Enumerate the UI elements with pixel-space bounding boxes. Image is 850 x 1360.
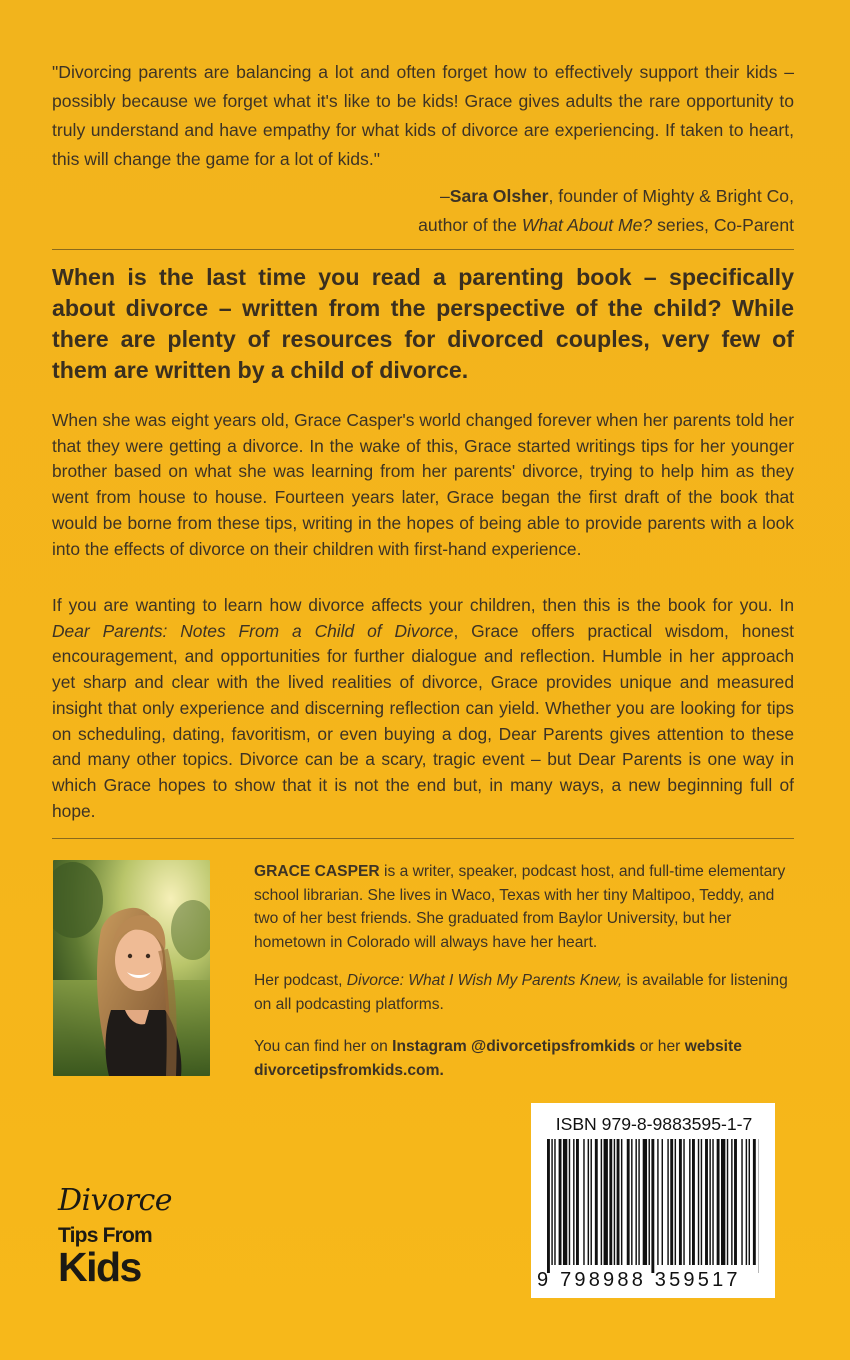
barcode-bar (617, 1139, 620, 1265)
endorsement-quote: "Divorcing parents are balancing a lot and often forget how to effectively support their kids – possibly because we forget what it's like to be kids! Grace gives adults the rare opportunity to truly understand and have empathy for what kids of divorce are experiencing. If taken to heart, this will change the game for a lot of kids." (52, 62, 794, 169)
barcode-bar (563, 1139, 567, 1265)
barcode-bar (689, 1139, 690, 1265)
barcode-bar (683, 1139, 684, 1265)
author-bio: GRACE CASPER is a writer, speaker, podcast host, and full-time elementary school librarian. She lives in Waco, Texas with her tiny Maltipoo, Teddy, and two of her best friends. She graduated from Baylor University, but her hometown in Colorado will always have her heart. (254, 863, 786, 951)
barcode-bar (705, 1139, 708, 1265)
barcode-bar (749, 1139, 750, 1265)
barcode-bar (670, 1139, 673, 1265)
barcode-bar (698, 1139, 699, 1265)
endorsement-attribution (94, 182, 794, 240)
barcode-bar (692, 1139, 695, 1265)
barcode-bar (649, 1139, 650, 1265)
barcode-bar (712, 1139, 713, 1265)
barcode-bar (734, 1139, 737, 1265)
attribution-line-2: author of the What About Me? series, Co-Parent (418, 215, 794, 235)
logo-line-divorce: Divorce (58, 1183, 173, 1218)
book-title: Dear Parents: Notes From a Child of Divorce (52, 620, 454, 641)
barcode-bar (717, 1139, 720, 1265)
barcode-bar (679, 1139, 682, 1265)
barcode-bar (551, 1139, 552, 1265)
barcode-bar (753, 1139, 756, 1265)
barcode-bar (709, 1139, 710, 1265)
barcode-bar (657, 1139, 658, 1265)
website-label: website (684, 1038, 742, 1055)
barcode-bar (583, 1139, 584, 1265)
instagram-handle[interactable]: Instagram @divorcetipsfromkids (392, 1038, 636, 1055)
author-portrait-image (53, 860, 210, 1076)
barcode-bar (643, 1139, 647, 1265)
isbn-barcode-panel (531, 1103, 775, 1298)
author-contact: You can find her on Instagram @divorcetipsfromkids or her website divorcetipsfromkids.com. (254, 1038, 742, 1079)
barcode-bar (721, 1139, 725, 1265)
lead-paragraph: When is the last time you read a parenting book – specifically about divorce – written from the perspective of the child? While there are plenty of resources for divorced couples, very few of them are written by a child of divorce. (52, 264, 794, 383)
barcode-bar (547, 1139, 550, 1273)
barcode-bar (675, 1139, 676, 1265)
endorser-name: Sara Olsher (449, 186, 549, 206)
logo-line-kids: Kids (58, 1244, 141, 1290)
barcode-bar (731, 1139, 732, 1265)
barcode-bar (638, 1139, 639, 1265)
divider-top (52, 249, 794, 250)
barcode-bar (601, 1139, 602, 1265)
barcode-bar (627, 1139, 630, 1265)
barcode-bar (662, 1139, 663, 1265)
barcode-graphic (547, 1139, 759, 1273)
barcode-bar (621, 1139, 622, 1265)
endorser-series-title: What About Me? (521, 215, 653, 235)
author-podcast: Her podcast, Divorce: What I Wish My Parents Knew, is available for listening on all podcasting platforms. (254, 972, 788, 1013)
barcode-digits: 9 798988 359517 (537, 1269, 741, 1291)
barcode-bar (554, 1139, 555, 1265)
description-paragraph-2: If you are wanting to learn how divorce affects your children, then this is the book for you. In Dear Parents: Notes From a Child of Divorce, Grace offers practical wisdom, honest encouragement, and opportunities for further dialogue and reflection. Humble in her approach yet sharp and clear with the lived realities of divorce, Grace provides unique and measured insight that only experience and discerning reflection can yield. Whether you are looking for tips on scheduling, dating, favoritism, or even buying a dog, Dear Parents gives attention to these and many other topics. Divorce can be a scary, tragic event – but Dear Parents is one way in which Grace hopes to show that it is not the end but, in many ways, a new beginning full of hope. (52, 595, 794, 821)
website-link[interactable]: divorcetipsfromkids.com. (254, 1061, 444, 1079)
description-paragraph-1: When she was eight years old, Grace Casper's world changed forever when her parents told her that they were getting a divorce. In the wake of this, Grace started writings tips for her younger brother based on what she was learning from her parents' divorce, trying to help him as they went from house to house. Fourteen years later, Grace began the first draft of the book that would be borne from these tips, writing in the hopes of being able to provide parents with a look into the effects of divorce on their children with first-hand experience. (52, 410, 794, 559)
barcode-bar (569, 1139, 570, 1265)
barcode-bar (631, 1139, 632, 1265)
barcode-bar (651, 1139, 654, 1273)
isbn-number: ISBN 979-8-9883595-1-7 (555, 1114, 753, 1134)
barcode-bar (614, 1139, 615, 1265)
barcode-bar (604, 1139, 608, 1265)
author-photo (53, 860, 210, 1076)
publisher-logo (58, 1184, 188, 1296)
attribution-line-1: –Sara Olsher, founder of Mighty & Bright Co, (439, 186, 794, 206)
author-name: GRACE CASPER (254, 863, 380, 880)
barcode-bar (667, 1139, 668, 1265)
endorser-role: , founder of Mighty & Bright Co, (548, 186, 794, 206)
barcode-bar (573, 1139, 574, 1265)
barcode-bar (559, 1139, 562, 1265)
podcast-title: Divorce: What I Wish My Parents Knew, (346, 972, 623, 989)
barcode-bar (727, 1139, 728, 1265)
barcode-bar (746, 1139, 747, 1265)
barcode-bar (588, 1139, 589, 1265)
barcode-bar (609, 1139, 612, 1265)
barcode-bar (591, 1139, 592, 1265)
barcode-bar (595, 1139, 598, 1265)
barcode-bar (741, 1139, 742, 1265)
barcode-bar (635, 1139, 636, 1265)
barcode-bar (576, 1139, 579, 1265)
barcode-bar (701, 1139, 702, 1265)
logo-line-tips-from: Tips From (58, 1224, 152, 1247)
divider-bottom (52, 838, 794, 839)
